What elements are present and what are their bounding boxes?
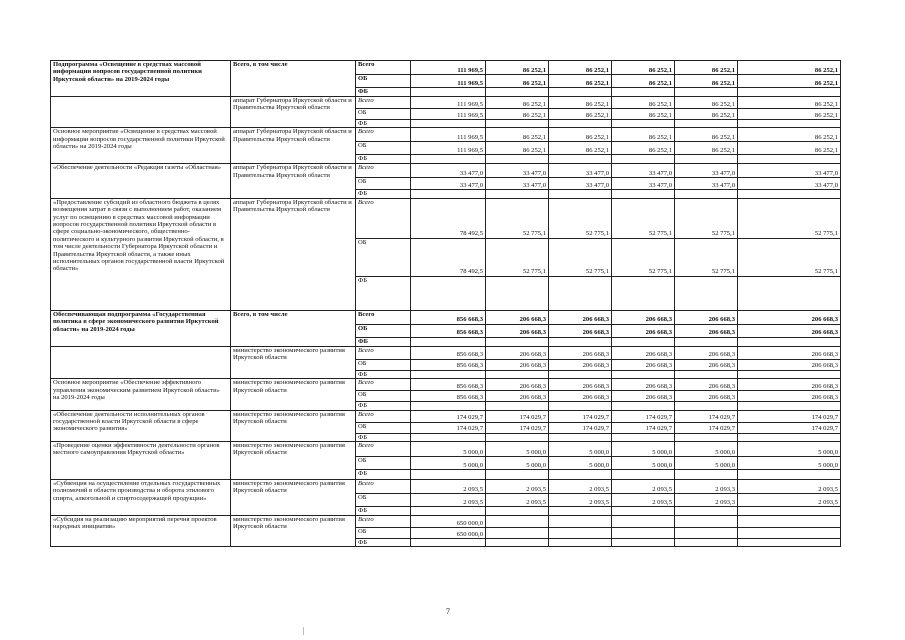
amount-cell bbox=[549, 88, 612, 97]
responsible-cell: аппарат Губернатора Иркутской области и Правительства Иркутской области bbox=[231, 128, 356, 164]
amount-cell: 174 029,7 bbox=[486, 422, 549, 433]
amount-cell bbox=[549, 470, 612, 480]
amount-cell bbox=[738, 516, 841, 528]
amount-cell: 86 252,1 bbox=[738, 75, 841, 88]
program-name-cell: Основное мероприятие «Обеспечение эффективного управления экономическим развитием Иркутской области» на 2019-2024 годы bbox=[51, 379, 231, 410]
amount-cell: 856 668,3 bbox=[411, 379, 486, 391]
amount-cell: 33 477,0 bbox=[738, 178, 841, 190]
amount-cell bbox=[612, 370, 675, 378]
funding-source-cell: ФБ bbox=[356, 433, 411, 441]
table-row bbox=[51, 198, 841, 238]
budget-table bbox=[50, 60, 841, 547]
amount-cell bbox=[549, 337, 612, 346]
program-name-cell: «Проведение оценки эффективности деятельности органов местного самоуправления Иркутской области» bbox=[51, 442, 231, 480]
amount-cell: 206 668,3 bbox=[486, 346, 549, 359]
amount-cell: 206 668,3 bbox=[738, 324, 841, 337]
amount-cell: 5 000,0 bbox=[675, 442, 738, 457]
amount-cell: 206 668,3 bbox=[612, 359, 675, 370]
program-name-cell: «Субсидия на реализацию мероприятий перечня проектов народных инициатив» bbox=[51, 516, 231, 547]
amount-cell: 206 668,3 bbox=[612, 324, 675, 337]
funding-source-cell: ФБ bbox=[356, 539, 411, 547]
amount-cell: 206 668,3 bbox=[738, 391, 841, 402]
amount-cell: 856 668,3 bbox=[411, 324, 486, 337]
amount-cell: 206 668,3 bbox=[612, 346, 675, 359]
responsible-cell: Всего, в том числе bbox=[231, 61, 356, 97]
amount-cell: 86 252,1 bbox=[486, 61, 549, 75]
amount-cell bbox=[486, 528, 549, 539]
amount-cell: 206 668,3 bbox=[486, 324, 549, 337]
amount-cell bbox=[738, 337, 841, 346]
amount-cell bbox=[411, 120, 486, 128]
amount-cell: 86 252,1 bbox=[612, 97, 675, 109]
program-name-cell bbox=[51, 97, 231, 128]
amount-cell: 206 668,3 bbox=[738, 346, 841, 359]
amount-cell bbox=[549, 402, 612, 410]
amount-cell: 86 252,1 bbox=[675, 109, 738, 120]
amount-cell: 174 029,7 bbox=[411, 422, 486, 433]
amount-cell: 174 029,7 bbox=[486, 410, 549, 422]
amount-cell bbox=[675, 88, 738, 97]
amount-cell: 174 029,7 bbox=[612, 410, 675, 422]
funding-source-cell: ОБ bbox=[356, 359, 411, 370]
amount-cell bbox=[738, 120, 841, 128]
amount-cell bbox=[675, 433, 738, 441]
amount-cell: 33 477,0 bbox=[411, 164, 486, 178]
table-row bbox=[51, 61, 841, 75]
funding-source-cell: ФБ bbox=[356, 470, 411, 480]
amount-cell: 206 668,3 bbox=[612, 310, 675, 324]
amount-cell: 52 775,1 bbox=[738, 238, 841, 276]
budget-table-body bbox=[51, 61, 841, 547]
amount-cell: 52 775,1 bbox=[486, 238, 549, 276]
amount-cell bbox=[612, 120, 675, 128]
document-page bbox=[50, 60, 840, 547]
funding-source-cell: ФБ bbox=[356, 190, 411, 198]
amount-cell: 174 029,7 bbox=[411, 410, 486, 422]
amount-cell: 856 668,3 bbox=[411, 359, 486, 370]
amount-cell: 52 775,1 bbox=[612, 198, 675, 238]
table-row bbox=[51, 516, 841, 528]
amount-cell bbox=[738, 433, 841, 441]
amount-cell: 86 252,1 bbox=[612, 128, 675, 142]
amount-cell: 174 029,7 bbox=[675, 410, 738, 422]
amount-cell: 2 093,5 bbox=[486, 494, 549, 507]
amount-cell: 206 668,3 bbox=[612, 391, 675, 402]
amount-cell: 2 093,5 bbox=[738, 494, 841, 507]
amount-cell: 111 969,5 bbox=[411, 97, 486, 109]
table-row bbox=[51, 310, 841, 324]
funding-source-cell: Всего bbox=[356, 516, 411, 528]
amount-cell: 86 252,1 bbox=[738, 61, 841, 75]
amount-cell bbox=[486, 402, 549, 410]
amount-cell bbox=[549, 190, 612, 198]
amount-cell: 2 093,5 bbox=[549, 494, 612, 507]
amount-cell: 2 093,5 bbox=[411, 480, 486, 494]
amount-cell bbox=[675, 470, 738, 480]
amount-cell bbox=[738, 528, 841, 539]
amount-cell bbox=[411, 433, 486, 441]
funding-source-cell: Всего bbox=[356, 198, 411, 238]
amount-cell: 206 668,3 bbox=[612, 379, 675, 391]
amount-cell: 5 000,0 bbox=[411, 442, 486, 457]
amount-cell: 174 029,7 bbox=[675, 422, 738, 433]
amount-cell bbox=[549, 507, 612, 516]
amount-cell: 33 477,0 bbox=[486, 164, 549, 178]
amount-cell: 52 775,1 bbox=[675, 198, 738, 238]
amount-cell: 33 477,0 bbox=[612, 178, 675, 190]
amount-cell: 86 252,1 bbox=[612, 61, 675, 75]
amount-cell: 5 000,0 bbox=[549, 442, 612, 457]
amount-cell bbox=[411, 155, 486, 164]
amount-cell: 33 477,0 bbox=[738, 164, 841, 178]
funding-source-cell: Всего bbox=[356, 442, 411, 457]
amount-cell bbox=[675, 528, 738, 539]
amount-cell: 206 668,3 bbox=[675, 391, 738, 402]
amount-cell: 2 093,5 bbox=[486, 480, 549, 494]
amount-cell: 111 969,5 bbox=[411, 75, 486, 88]
amount-cell bbox=[738, 539, 841, 547]
amount-cell: 856 668,3 bbox=[411, 391, 486, 402]
responsible-cell: аппарат Губернатора Иркутской области и Правительства Иркутской области bbox=[231, 97, 356, 128]
amount-cell: 5 000,0 bbox=[486, 457, 549, 470]
funding-source-cell: ФБ bbox=[356, 276, 411, 310]
amount-cell: 86 252,1 bbox=[675, 61, 738, 75]
amount-cell: 206 668,3 bbox=[486, 391, 549, 402]
funding-source-cell: ФБ bbox=[356, 155, 411, 164]
amount-cell: 33 477,0 bbox=[612, 164, 675, 178]
amount-cell: 174 029,7 bbox=[738, 410, 841, 422]
responsible-cell: Всего, в том числе bbox=[231, 310, 356, 346]
funding-source-cell: ОБ bbox=[356, 391, 411, 402]
amount-cell bbox=[411, 539, 486, 547]
amount-cell: 78 492,5 bbox=[411, 198, 486, 238]
amount-cell: 52 775,1 bbox=[675, 238, 738, 276]
table-row bbox=[51, 128, 841, 142]
funding-source-cell: ОБ bbox=[356, 75, 411, 88]
amount-cell bbox=[612, 433, 675, 441]
amount-cell bbox=[675, 155, 738, 164]
responsible-cell: аппарат Губернатора Иркутской области и Правительства Иркутской области bbox=[231, 198, 356, 310]
amount-cell: 52 775,1 bbox=[738, 198, 841, 238]
amount-cell: 5 000,0 bbox=[612, 442, 675, 457]
amount-cell bbox=[675, 516, 738, 528]
funding-source-cell: Всего bbox=[356, 164, 411, 178]
amount-cell: 650 000,0 bbox=[411, 516, 486, 528]
amount-cell bbox=[612, 402, 675, 410]
amount-cell: 206 668,3 bbox=[549, 379, 612, 391]
amount-cell bbox=[411, 276, 486, 310]
responsible-cell: министерство экономического развития Иркутской области bbox=[231, 379, 356, 410]
program-name-cell: Обеспечивающая подпрограмма «Государственная политика в сфере экономического развития Иркутской области» на 2019-2024 годы bbox=[51, 310, 231, 346]
amount-cell: 86 252,1 bbox=[486, 97, 549, 109]
amount-cell bbox=[549, 120, 612, 128]
funding-source-cell: ОБ bbox=[356, 324, 411, 337]
amount-cell: 5 000,0 bbox=[411, 457, 486, 470]
amount-cell: 111 969,5 bbox=[411, 128, 486, 142]
amount-cell: 52 775,1 bbox=[486, 198, 549, 238]
amount-cell bbox=[549, 516, 612, 528]
amount-cell bbox=[486, 470, 549, 480]
amount-cell: 111 969,5 bbox=[411, 109, 486, 120]
amount-cell bbox=[612, 190, 675, 198]
amount-cell: 52 775,1 bbox=[549, 238, 612, 276]
responsible-cell: министерство экономического развития Иркутской области bbox=[231, 480, 356, 516]
funding-source-cell: ОБ bbox=[356, 109, 411, 120]
amount-cell: 206 668,3 bbox=[675, 346, 738, 359]
amount-cell: 33 477,0 bbox=[549, 178, 612, 190]
amount-cell bbox=[486, 507, 549, 516]
amount-cell bbox=[411, 470, 486, 480]
table-row bbox=[51, 442, 841, 457]
scan-mark bbox=[303, 627, 304, 635]
amount-cell bbox=[411, 337, 486, 346]
amount-cell: 206 668,3 bbox=[549, 391, 612, 402]
table-row bbox=[51, 164, 841, 178]
amount-cell: 2 093,5 bbox=[612, 494, 675, 507]
funding-source-cell: ФБ bbox=[356, 370, 411, 378]
program-name-cell: Основное мероприятие «Освещение в средствах массовой информации вопросов государственной политики Иркутской области» на 2019-2024 годы bbox=[51, 128, 231, 164]
amount-cell bbox=[738, 276, 841, 310]
amount-cell bbox=[549, 433, 612, 441]
amount-cell: 206 668,3 bbox=[675, 324, 738, 337]
amount-cell bbox=[411, 507, 486, 516]
amount-cell: 2 093,3 bbox=[675, 494, 738, 507]
table-row bbox=[51, 379, 841, 391]
amount-cell: 33 477,0 bbox=[411, 178, 486, 190]
amount-cell bbox=[612, 528, 675, 539]
funding-source-cell: ОБ bbox=[356, 142, 411, 155]
program-name-cell: «Обеспечение деятельности исполнительных органов государственной власти Иркутской области в сфере экономического развития» bbox=[51, 410, 231, 441]
amount-cell bbox=[738, 470, 841, 480]
amount-cell bbox=[486, 120, 549, 128]
amount-cell: 86 252,1 bbox=[549, 109, 612, 120]
amount-cell bbox=[486, 370, 549, 378]
amount-cell bbox=[486, 190, 549, 198]
amount-cell: 86 252,1 bbox=[549, 128, 612, 142]
amount-cell bbox=[612, 470, 675, 480]
amount-cell bbox=[486, 337, 549, 346]
amount-cell: 174 029,7 bbox=[738, 422, 841, 433]
amount-cell: 86 252,1 bbox=[738, 109, 841, 120]
amount-cell: 86 252,1 bbox=[738, 128, 841, 142]
responsible-cell: министерство экономического развития Иркутской области bbox=[231, 516, 356, 547]
amount-cell: 5 000,0 bbox=[675, 457, 738, 470]
amount-cell: 650 000,0 bbox=[411, 528, 486, 539]
amount-cell: 86 252,1 bbox=[675, 128, 738, 142]
amount-cell bbox=[738, 88, 841, 97]
responsible-cell: министерство экономического развития Иркутской области bbox=[231, 442, 356, 480]
amount-cell: 174 029,7 bbox=[612, 422, 675, 433]
amount-cell: 86 252,1 bbox=[549, 61, 612, 75]
amount-cell bbox=[486, 276, 549, 310]
amount-cell: 86 252,1 bbox=[549, 142, 612, 155]
amount-cell: 174 029,7 bbox=[549, 422, 612, 433]
amount-cell bbox=[411, 370, 486, 378]
amount-cell: 856 668,3 bbox=[411, 310, 486, 324]
amount-cell bbox=[612, 276, 675, 310]
funding-source-cell: Всего bbox=[356, 346, 411, 359]
amount-cell bbox=[486, 516, 549, 528]
amount-cell: 86 252,1 bbox=[675, 75, 738, 88]
amount-cell bbox=[486, 433, 549, 441]
amount-cell: 2 093,5 bbox=[411, 494, 486, 507]
funding-source-cell: ОБ bbox=[356, 457, 411, 470]
responsible-cell: аппарат Губернатора Иркутской области и Правительства Иркутской области bbox=[231, 164, 356, 198]
funding-source-cell: Всего bbox=[356, 97, 411, 109]
amount-cell: 206 668,3 bbox=[549, 324, 612, 337]
funding-source-cell: Всего bbox=[356, 379, 411, 391]
amount-cell: 2 093,5 bbox=[738, 480, 841, 494]
amount-cell bbox=[549, 276, 612, 310]
amount-cell: 2 093,5 bbox=[612, 480, 675, 494]
amount-cell: 5 000,0 bbox=[738, 442, 841, 457]
program-name-cell: «Обеспечение деятельности «Редакция газеты «Областная» bbox=[51, 164, 231, 198]
table-row bbox=[51, 346, 841, 359]
amount-cell: 78 492,5 bbox=[411, 238, 486, 276]
amount-cell bbox=[486, 539, 549, 547]
amount-cell: 206 668,3 bbox=[738, 310, 841, 324]
funding-source-cell: Всего bbox=[356, 128, 411, 142]
program-name-cell: «Субвенция на осуществление отдельных государственных полномочий в области производства и оборота этилового спирта, алкогольной и спиртосодержащей продукции» bbox=[51, 480, 231, 516]
amount-cell: 5 000,0 bbox=[738, 457, 841, 470]
amount-cell bbox=[549, 528, 612, 539]
amount-cell: 206 668,3 bbox=[675, 359, 738, 370]
amount-cell bbox=[411, 402, 486, 410]
amount-cell: 86 252,1 bbox=[486, 142, 549, 155]
amount-cell: 5 000,0 bbox=[612, 457, 675, 470]
amount-cell bbox=[486, 88, 549, 97]
amount-cell bbox=[738, 402, 841, 410]
amount-cell: 174 029,7 bbox=[549, 410, 612, 422]
funding-source-cell: Всего bbox=[356, 310, 411, 324]
amount-cell: 2 093,3 bbox=[675, 480, 738, 494]
amount-cell: 86 252,1 bbox=[738, 97, 841, 109]
funding-source-cell: Всего bbox=[356, 61, 411, 75]
amount-cell bbox=[738, 155, 841, 164]
funding-source-cell: Всего bbox=[356, 480, 411, 494]
program-name-cell: «Предоставление субсидий из областного бюджета в целях возмещения затрат в связи с выполнением работ, оказанием услуг по освещению в средствах массовой информации вопросов государственной политики Иркутской области в сфере социально-экономического, общественно-политического и культурного развития Иркутской области, в том числе деятельности Губернатора Иркутской области и Правительства Иркутской области, а также иных исполнительных органов государственной власти Иркутской области» bbox=[51, 198, 231, 310]
funding-source-cell: ОБ bbox=[356, 238, 411, 276]
amount-cell bbox=[549, 539, 612, 547]
amount-cell: 206 668,3 bbox=[738, 359, 841, 370]
amount-cell: 5 000,0 bbox=[549, 457, 612, 470]
funding-source-cell: ФБ bbox=[356, 507, 411, 516]
amount-cell: 206 668,3 bbox=[675, 379, 738, 391]
amount-cell bbox=[612, 539, 675, 547]
amount-cell bbox=[738, 507, 841, 516]
amount-cell bbox=[675, 507, 738, 516]
responsible-cell: министерство экономического развития Иркутской области bbox=[231, 346, 356, 378]
amount-cell bbox=[675, 337, 738, 346]
amount-cell: 86 252,1 bbox=[486, 75, 549, 88]
amount-cell bbox=[411, 88, 486, 97]
funding-source-cell: ФБ bbox=[356, 120, 411, 128]
funding-source-cell: ОБ bbox=[356, 494, 411, 507]
amount-cell bbox=[738, 190, 841, 198]
amount-cell: 33 477,0 bbox=[549, 164, 612, 178]
funding-source-cell: ФБ bbox=[356, 337, 411, 346]
amount-cell bbox=[675, 370, 738, 378]
amount-cell: 86 252,1 bbox=[549, 75, 612, 88]
amount-cell bbox=[549, 370, 612, 378]
amount-cell: 86 252,1 bbox=[675, 97, 738, 109]
amount-cell: 206 668,3 bbox=[486, 310, 549, 324]
amount-cell: 86 252,1 bbox=[675, 142, 738, 155]
funding-source-cell: ФБ bbox=[356, 402, 411, 410]
amount-cell: 52 775,1 bbox=[612, 238, 675, 276]
amount-cell: 206 668,3 bbox=[549, 359, 612, 370]
amount-cell: 86 252,1 bbox=[486, 128, 549, 142]
amount-cell: 86 252,1 bbox=[549, 97, 612, 109]
amount-cell: 86 252,1 bbox=[738, 142, 841, 155]
amount-cell bbox=[675, 276, 738, 310]
amount-cell: 33 477,0 bbox=[675, 164, 738, 178]
funding-source-cell: ОБ bbox=[356, 178, 411, 190]
amount-cell bbox=[612, 507, 675, 516]
funding-source-cell: ОБ bbox=[356, 528, 411, 539]
table-row bbox=[51, 97, 841, 109]
table-row bbox=[51, 410, 841, 422]
funding-source-cell: ФБ bbox=[356, 88, 411, 97]
amount-cell: 33 477,0 bbox=[675, 178, 738, 190]
amount-cell bbox=[675, 539, 738, 547]
funding-source-cell: ОБ bbox=[356, 422, 411, 433]
amount-cell bbox=[738, 370, 841, 378]
amount-cell bbox=[612, 155, 675, 164]
amount-cell: 52 775,1 bbox=[549, 198, 612, 238]
amount-cell bbox=[549, 155, 612, 164]
amount-cell: 5 000,0 bbox=[486, 442, 549, 457]
amount-cell: 111 969,5 bbox=[411, 142, 486, 155]
funding-source-cell: Всего bbox=[356, 410, 411, 422]
amount-cell: 206 668,3 bbox=[549, 346, 612, 359]
amount-cell: 86 252,1 bbox=[612, 75, 675, 88]
amount-cell bbox=[612, 337, 675, 346]
amount-cell: 206 668,3 bbox=[549, 310, 612, 324]
amount-cell bbox=[612, 516, 675, 528]
amount-cell: 206 668,3 bbox=[486, 359, 549, 370]
amount-cell bbox=[612, 88, 675, 97]
amount-cell: 2 093,5 bbox=[549, 480, 612, 494]
amount-cell bbox=[486, 155, 549, 164]
amount-cell bbox=[675, 120, 738, 128]
amount-cell bbox=[675, 190, 738, 198]
amount-cell: 206 668,3 bbox=[486, 379, 549, 391]
page-number: 7 bbox=[446, 607, 450, 616]
table-row bbox=[51, 480, 841, 494]
amount-cell bbox=[411, 190, 486, 198]
responsible-cell: министерство экономического развития Иркутской области bbox=[231, 410, 356, 441]
amount-cell: 86 252,1 bbox=[612, 142, 675, 155]
amount-cell: 206 668,3 bbox=[738, 379, 841, 391]
program-name-cell bbox=[51, 346, 231, 378]
amount-cell: 33 477,0 bbox=[486, 178, 549, 190]
amount-cell: 206 668,3 bbox=[675, 310, 738, 324]
amount-cell: 86 252,1 bbox=[612, 109, 675, 120]
program-name-cell: Подпрограмма «Освещение в средствах массовой информации вопросов государственной политики Иркутской области» на 2019-2024 годы bbox=[51, 61, 231, 97]
amount-cell: 86 252,1 bbox=[486, 109, 549, 120]
amount-cell: 111 969,5 bbox=[411, 61, 486, 75]
amount-cell bbox=[675, 402, 738, 410]
amount-cell: 856 668,3 bbox=[411, 346, 486, 359]
